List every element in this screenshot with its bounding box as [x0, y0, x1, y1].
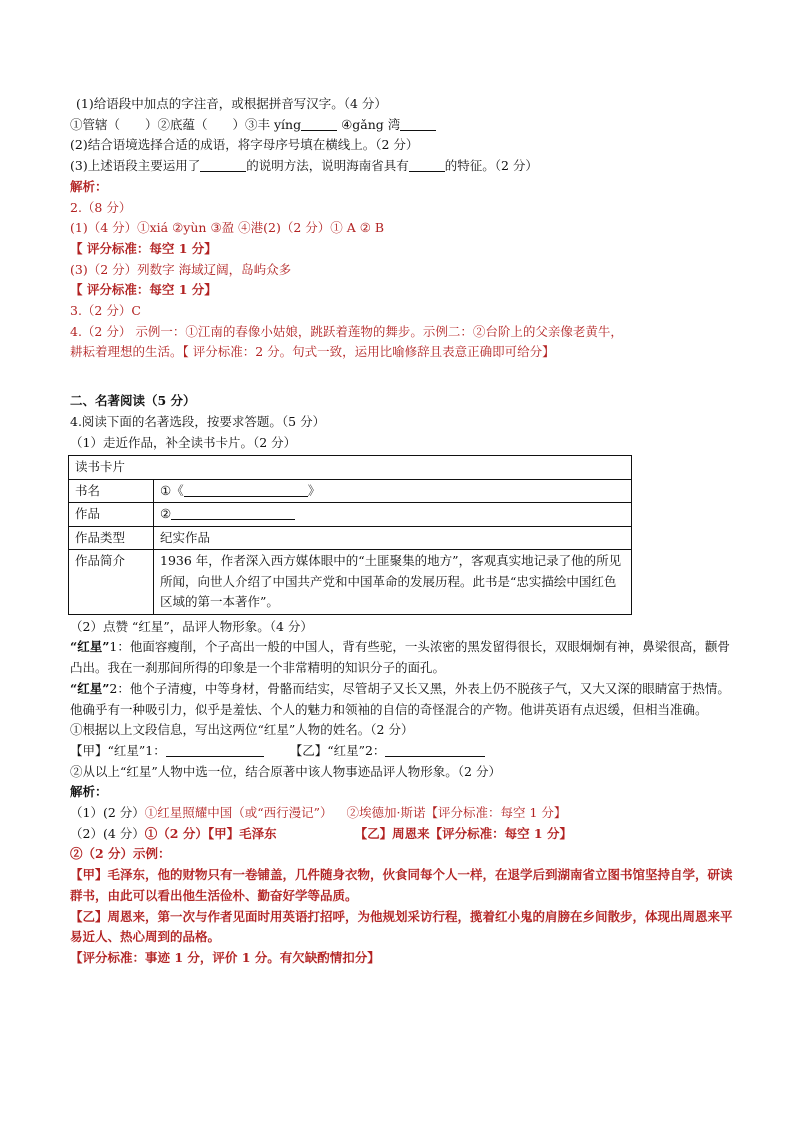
answer-blank [200, 157, 246, 172]
question-3-text-c: 的特征。（2 分） [444, 158, 538, 174]
spacer [70, 363, 735, 391]
question-1-items-a: ①管辖（ ）②底蕴（ ）③丰 yíng [70, 116, 302, 132]
author-blank [171, 505, 295, 520]
card-prefix: ② [160, 506, 172, 522]
scoring-note: 【 评分标准：每空 1 分】 [70, 282, 217, 298]
answer-line: (3)（2 分）列数字 海域辽阔，岛屿众多 [70, 261, 292, 277]
card-value [154, 479, 632, 503]
answer-text: ①（2 分）【甲】毛泽东 [144, 825, 277, 841]
sub-question-1-a: 【甲】“红星”1： [70, 742, 166, 758]
card-key: 书名 [69, 479, 154, 503]
card-key: 作品类型 [69, 526, 154, 550]
answer-text: ①红星照耀中国（或“西行漫记”） [144, 805, 333, 821]
question-1: (1)给语段中加点的字注音，或根据拼音写汉字。（4 分） [76, 96, 387, 111]
card-key: 作品简介 [69, 550, 154, 615]
answer-line: 3.（2 分）C [70, 303, 141, 319]
answer-text: ②埃德加·斯诺【评分标准：每空 1 分】 [346, 805, 567, 821]
table-row [69, 550, 632, 615]
document-page [70, 94, 735, 969]
card-title: 读书卡片 [69, 456, 632, 480]
answer-blank [385, 742, 485, 757]
question-3-text-b: 的说明方法，说明海南省具有 [246, 158, 409, 174]
card-prefix: ①《 [160, 482, 184, 498]
book-title-blank [184, 482, 308, 497]
answer-line: (1)（4 分）①xiá ②yùn ③盈 ④港(2)（2 分）① A ② B [70, 220, 385, 236]
table-row [69, 503, 632, 527]
sub-question-1-b: 【乙】“红星”2： [289, 742, 386, 758]
answer-blank [409, 157, 445, 172]
answer-line [70, 824, 735, 845]
star-1-text: 1：他面容瘦削，个子高出一般的中国人，背有些驼，一头浓密的黑发留得很长，双眼炯炯有神，鼻梁很高，颧骨凸出。我在一刹那间所得的印象是一个非常精明的知识分子的面孔。 [70, 639, 730, 676]
sub-question-1: ①根据以上文段信息，写出这两位“红星”人物的姓名。（2 分） [70, 722, 414, 738]
star-2-label: “红星” [70, 680, 110, 696]
question-3 [70, 156, 735, 177]
answer-text: 【乙】周恩来【评分标准：每空 1 分】 [354, 825, 572, 841]
sub-question-2: ②从以上“红星”人物中选一位，结合原著中该人物事迹品评人物形象。（2 分） [70, 763, 501, 779]
answer-paragraph: 【甲】毛泽东，他的财物只有一卷铺盖，几件随身衣物，伙食同每个人一样，在退学后到湖南省立图书馆坚持自学，研读群书，由此可以看出他生活俭朴、勤奋好学等品质。 [70, 867, 733, 903]
table-row [69, 456, 632, 480]
question-1-items-b: ④gǎng 湾 [341, 116, 401, 132]
answer-line: ②（2 分）示例： [70, 846, 171, 862]
answer-paragraph: 【乙】周恩来，第一次与作者见面时用英语打招呼，为他规划采访行程，揽着红小鬼的肩膀在乡间散步，体现出周恩来平易近人、热心周到的品格。 [70, 908, 733, 945]
sub-question-1-blanks [70, 741, 735, 762]
question-2: (2)结合语境选择合适的成语，将字母序号填在横线上。（2 分） [70, 137, 419, 153]
star-2-text: 2：他个子清瘦，中等身材，骨骼而结实，尽管胡子又长又黑，外表上仍不脱孩子气，又大又深的眼睛富于热情。他确乎有一种吸引力，似乎是羞怯、个人的魅力和领袖的自信的奇怪混合的产物。他讲英语有点迟缓，但相当准确。 [70, 680, 730, 717]
answer-part-number: （2）(4 分） [70, 825, 145, 841]
question-4: 4.阅读下面的名著选段，按要求答题。（5 分） [70, 413, 326, 429]
question-1-items [70, 115, 735, 136]
question-3-text-a: (3)上述语段主要运用了 [70, 158, 201, 174]
answer-blank [301, 116, 337, 131]
answer-line: 2.（8 分） [70, 199, 132, 215]
card-key: 作品 [69, 503, 154, 527]
answer-paragraph: 4.（2 分） 示例一：①江南的春像小姑娘，跳跃着莲物的舞步。示例二：②台阶上的父亲像老黄牛，耕耘着理想的生活。【 评分标准：2 分。句式一致，运用比喻修辞且表意正确即可给分】 [70, 323, 623, 360]
table-row [69, 479, 632, 503]
star-1-passage [70, 637, 735, 678]
card-value: 纪实作品 [154, 526, 632, 550]
reading-card-table [68, 455, 632, 615]
scoring-note: 【评分标准：事迹 1 分，评价 1 分。有欠缺酌情扣分】 [70, 950, 380, 965]
question-4-2: （2）点赞 “红星”，品评人物形象。（4 分） [70, 618, 313, 634]
scoring-note: 【 评分标准：每空 1 分】 [70, 240, 217, 256]
section-heading: 二、名著阅读（5 分） [70, 393, 196, 409]
analysis-label: 解析： [70, 178, 108, 194]
star-1-label: “红星” [70, 639, 110, 655]
card-value: 1936 年，作者深入西方媒体眼中的“土匪聚集的地方”，客观真实地记录了他的所见所闻，向世人介绍了中国共产党和中国革命的发展历程。此书是“忠实描绘中国红色区域的第一本著作”。 [154, 550, 632, 615]
star-2-passage [70, 679, 735, 720]
answer-part-number: （1）(2 分） [70, 805, 145, 821]
card-suffix: 》 [307, 482, 321, 498]
card-value [154, 503, 632, 527]
table-row [69, 526, 632, 550]
analysis-label: 解析： [70, 784, 108, 800]
question-4-1: （1）走近作品，补全读书卡片。（2 分） [70, 434, 297, 450]
answer-line [70, 803, 735, 824]
answer-blank [166, 742, 264, 757]
answer-blank [400, 116, 436, 131]
